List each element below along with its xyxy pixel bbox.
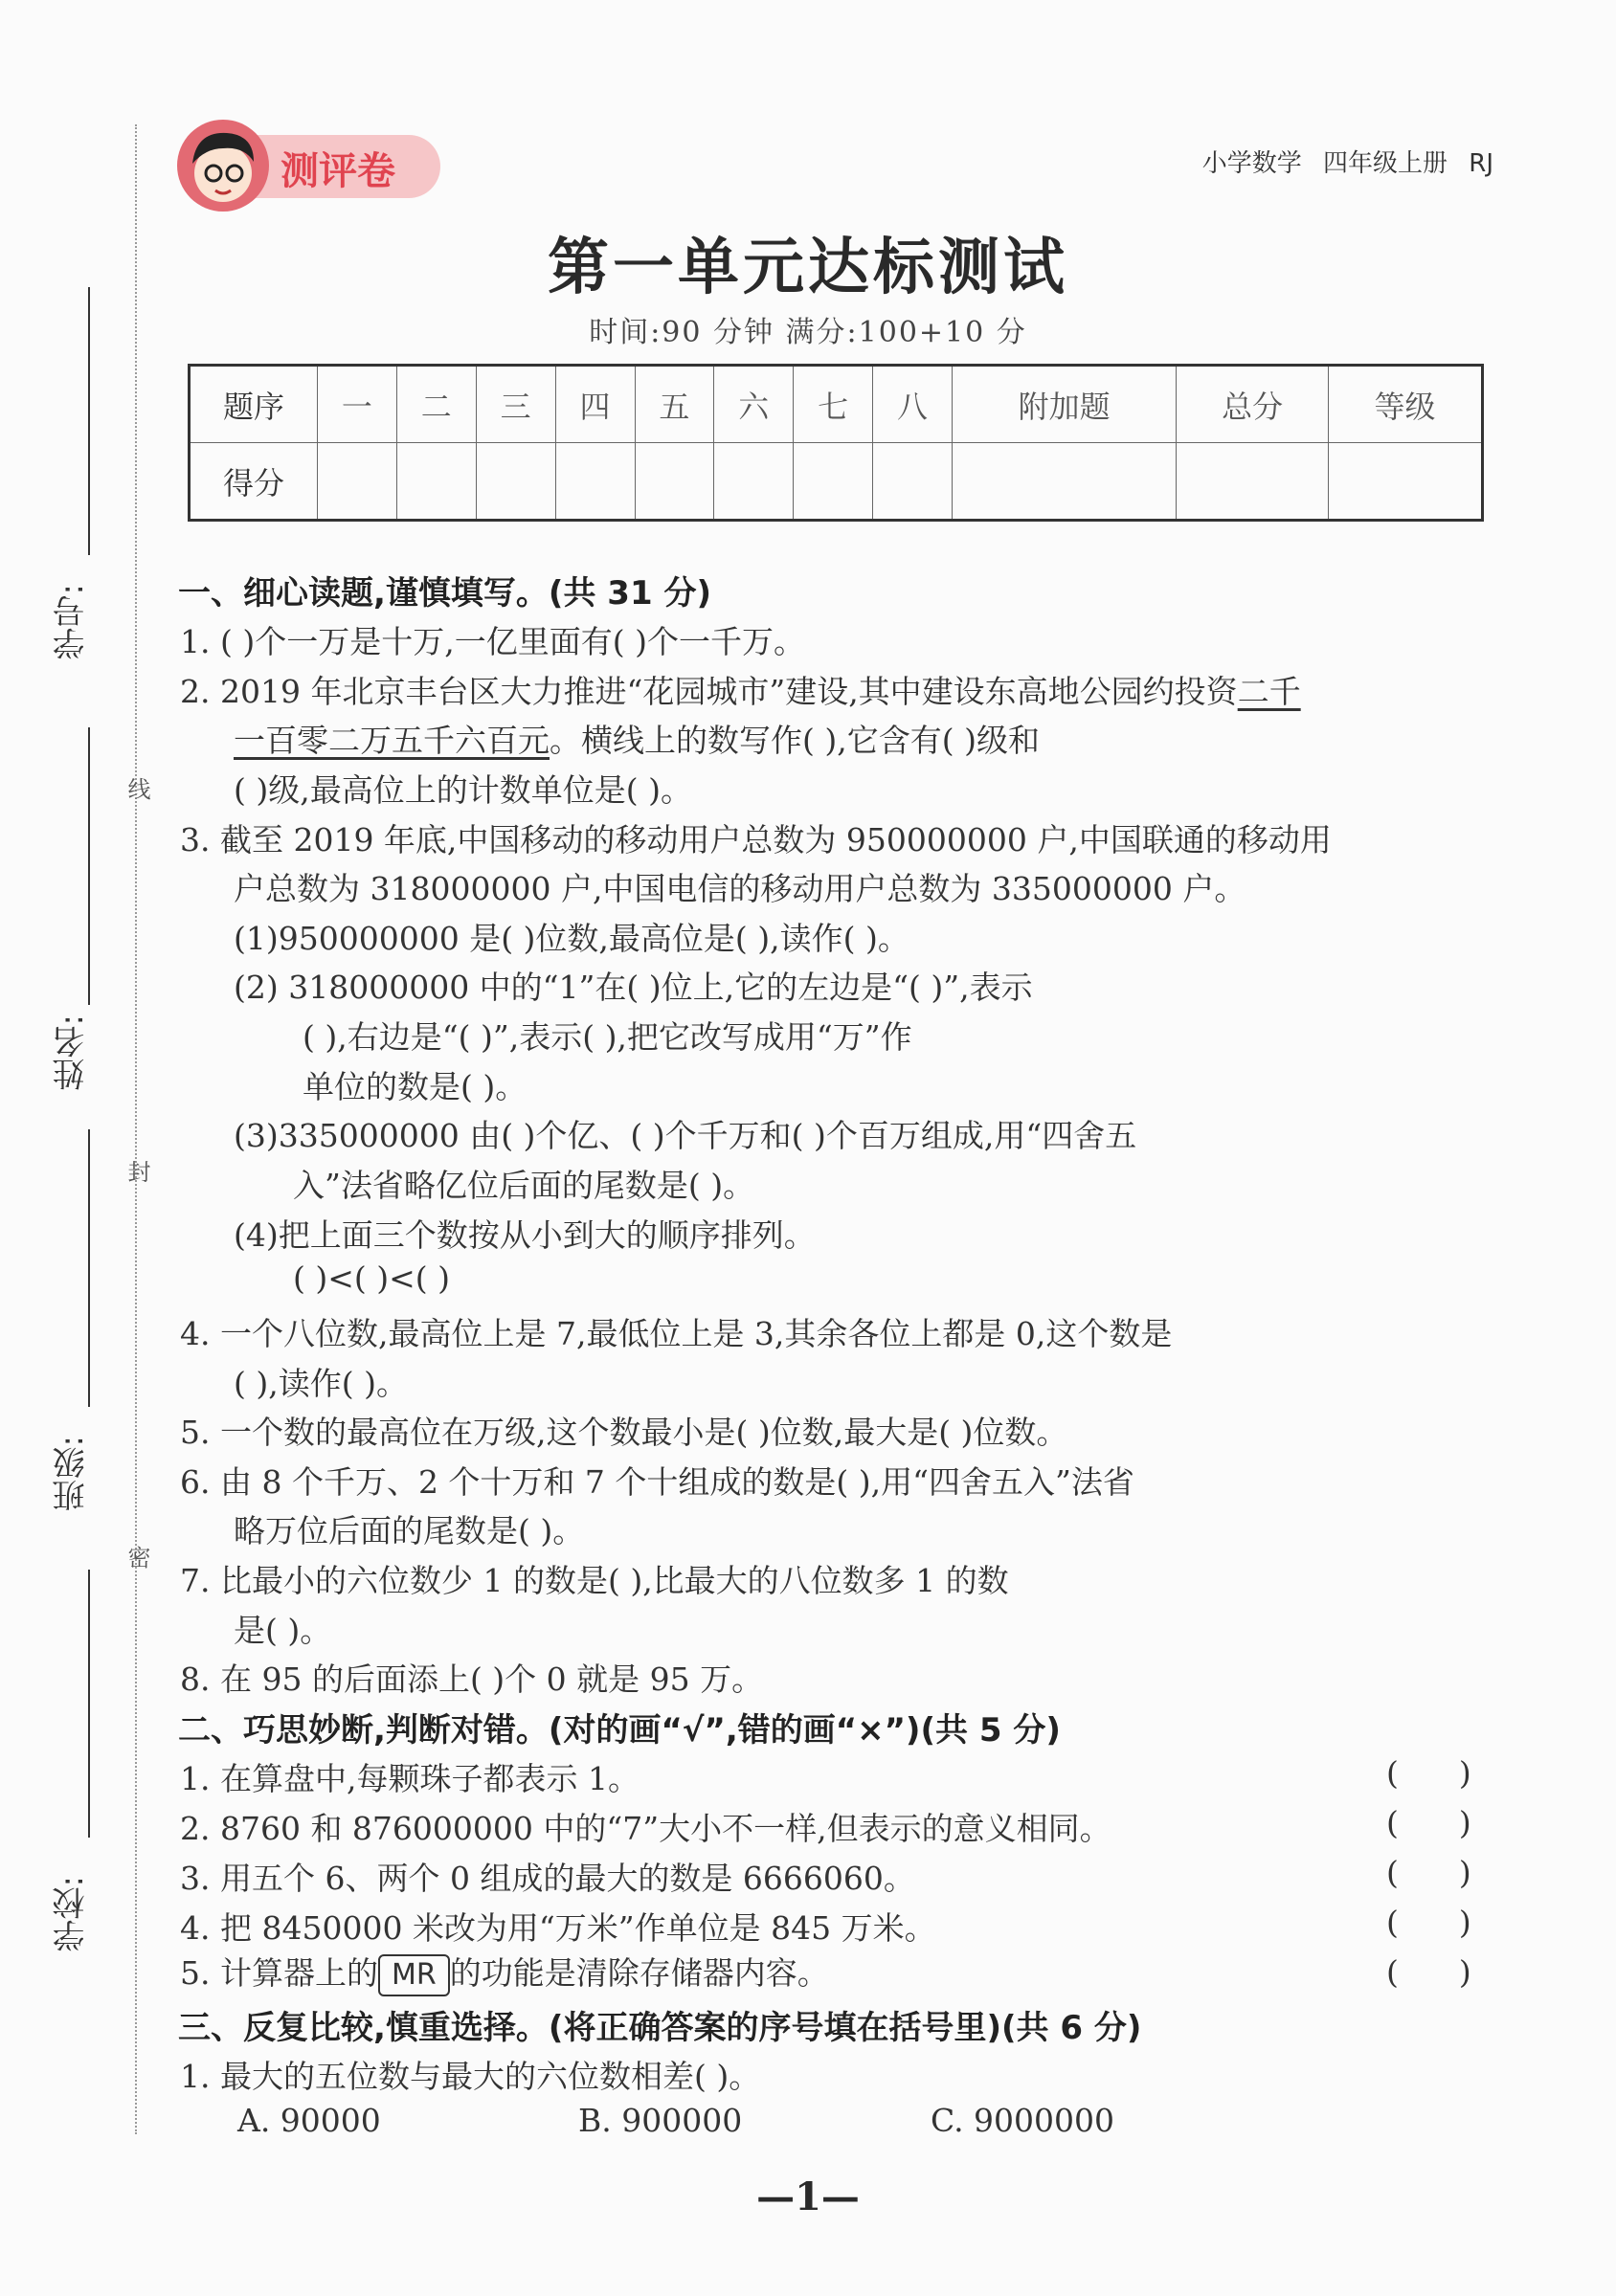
- question-text: 5. 计算器上的: [180, 1954, 378, 1992]
- answer-paren[interactable]: ( ): [1386, 1904, 1471, 1941]
- question-1-3-2-line1: (2) 318000000 中的“1”在( )位上,它的左边是“( )”,表示: [234, 969, 1033, 1006]
- binding-dotted-line: [135, 124, 137, 2134]
- underlined-number: 二千: [1237, 673, 1301, 710]
- question-1-3-4-line1: (4)把上面三个数按从小到大的顺序排列。: [234, 1216, 816, 1254]
- student-id-label: 学号:: [53, 584, 91, 660]
- answer-paren[interactable]: ( ): [1386, 1854, 1471, 1891]
- question-1-1: 1. ( )个一万是十万,一亿里面有( )个一千万。: [180, 623, 805, 660]
- question-1-3-2-line2: ( ),右边是“( )”,表示( ),把它改写成用“万”作: [303, 1018, 912, 1056]
- question-1-2-line3: ( )级,最高位上的计数单位是( )。: [234, 771, 692, 809]
- question-1-4-line1: 4. 一个八位数,最高位上是 7,最低位上是 3,其余各位上都是 0,这个数是: [180, 1315, 1173, 1352]
- table-cell: 等级: [1328, 366, 1482, 443]
- school-label: 学校:: [53, 1876, 91, 1952]
- option-b: B. 900000: [578, 2102, 743, 2139]
- section-2-title: 二、巧思妙断,判断对错。(对的画“√”,错的画“×”)(共 5 分): [178, 1711, 1061, 1750]
- question-1-4-line2: ( ),读作( )。: [234, 1365, 408, 1402]
- class-label: 班级:: [53, 1436, 91, 1512]
- time-score-info: 时间:90 分钟 满分:100+10 分: [589, 316, 1027, 349]
- table-cell: 七: [794, 366, 873, 443]
- binding-char-close: 密: [123, 1546, 150, 1569]
- score-table: [188, 364, 1484, 522]
- name-underline: [88, 727, 90, 1005]
- binding-char-line: 线: [123, 777, 150, 800]
- score-input-cell[interactable]: [635, 443, 714, 521]
- question-1-3-3-line1: (3)335000000 由( )个亿、( )个千万和( )个百万组成,用“四舍五: [234, 1117, 1137, 1154]
- score-input-cell[interactable]: [714, 443, 794, 521]
- question-text: 2. 2019 年北京丰台区大力推进“花园城市”建设,其中建设东高地公园约投资: [180, 673, 1238, 710]
- score-input-cell[interactable]: [953, 443, 1177, 521]
- mr-key-icon: MR: [378, 1954, 450, 1996]
- question-2-4: 4. 把 8450000 米改为用“万米”作单位是 845 万米。: [180, 1909, 936, 1947]
- question-1-6-line1: 6. 由 8 个千万、2 个十万和 7 个十组成的数是( ),用“四舍五入”法省: [180, 1463, 1134, 1501]
- answer-paren[interactable]: ( ): [1386, 1754, 1471, 1792]
- question-text: 的功能是清除存储器内容。: [449, 1954, 829, 1992]
- question-1-7-line2: 是( )。: [234, 1612, 332, 1649]
- question-1-3-line2: 户总数为 318000000 户,中国电信的移动用户总数为 335000000 户。: [234, 870, 1246, 907]
- option-a: A. 90000: [237, 2102, 381, 2139]
- question-1-3-line1: 3. 截至 2019 年底,中国移动的移动用户总数为 950000000 户,中国联通的移动用: [180, 821, 1332, 858]
- school-underline: [88, 1570, 90, 1838]
- table-cell: 三: [476, 366, 555, 443]
- answer-paren[interactable]: ( ): [1386, 1953, 1471, 1991]
- question-3-1: 1. 最大的五位数与最大的六位数相差( )。: [180, 2058, 761, 2095]
- test-badge: [177, 120, 445, 212]
- section-1-title: 一、细心读题,谨慎填写。(共 31 分): [178, 574, 711, 613]
- question-1-2-line1: [180, 667, 1301, 712]
- page-number: —1—: [756, 2174, 860, 2219]
- question-text: 。横线上的数写作( ),它含有( )级和: [550, 722, 1040, 759]
- table-cell: 题序: [190, 366, 318, 443]
- question-2-5: [180, 1949, 829, 1996]
- name-label: 姓名:: [53, 1014, 91, 1091]
- subject-info: 小学数学 四年级上册 RJ: [1201, 149, 1493, 178]
- question-1-5: 5. 一个数的最高位在万级,这个数最小是( )位数,最大是( )位数。: [180, 1414, 1068, 1451]
- table-cell: 二: [396, 366, 476, 443]
- table-cell: 五: [635, 366, 714, 443]
- score-input-cell[interactable]: [1177, 443, 1329, 521]
- table-cell: 附加题: [953, 366, 1177, 443]
- table-cell: 一: [318, 366, 397, 443]
- score-input-cell[interactable]: [555, 443, 635, 521]
- question-1-2-line2: [234, 716, 1040, 761]
- binding-char-seal: 封: [123, 1160, 150, 1183]
- question-1-3-2-line3: 单位的数是( )。: [303, 1068, 527, 1105]
- table-cell: 四: [555, 366, 635, 443]
- question-1-8: 8. 在 95 的后面添上( )个 0 就是 95 万。: [180, 1661, 764, 1698]
- score-input-cell[interactable]: [396, 443, 476, 521]
- score-input-cell[interactable]: [1328, 443, 1482, 521]
- question-1-3-4-line2: ( )<( )<( ): [293, 1259, 451, 1297]
- question-2-3: 3. 用五个 6、两个 0 组成的最大的数是 6666060。: [180, 1860, 915, 1897]
- table-cell: 得分: [190, 443, 318, 521]
- question-1-3-1: (1)950000000 是( )位数,最高位是( ),读作( )。: [234, 920, 909, 957]
- option-c: C. 9000000: [931, 2102, 1115, 2139]
- question-1-6-line2: 略万位后面的尾数是( )。: [234, 1512, 585, 1549]
- page-title: 第一单元达标测试: [548, 232, 1068, 303]
- cartoon-student-icon: [177, 120, 269, 212]
- score-input-cell[interactable]: [873, 443, 953, 521]
- badge-label: 测评卷: [281, 149, 395, 193]
- score-table-header-row: [190, 366, 1483, 443]
- answer-paren[interactable]: ( ): [1386, 1804, 1471, 1841]
- question-2-1: 1. 在算盘中,每颗珠子都表示 1。: [180, 1760, 640, 1797]
- score-table-score-row: [190, 443, 1483, 521]
- score-input-cell[interactable]: [794, 443, 873, 521]
- question-2-2: 2. 8760 和 876000000 中的“7”大小不一样,但表示的意义相同。: [180, 1810, 1111, 1847]
- question-1-7-line1: 7. 比最小的六位数少 1 的数是( ),比最大的八位数多 1 的数: [180, 1562, 1009, 1599]
- class-underline: [88, 1129, 90, 1407]
- underlined-number: 一百零二万五千六百元: [234, 722, 550, 759]
- section-3-title: 三、反复比较,慎重选择。(将正确答案的序号填在括号里)(共 6 分): [178, 2009, 1142, 2047]
- score-input-cell[interactable]: [318, 443, 397, 521]
- table-cell: 六: [714, 366, 794, 443]
- score-input-cell[interactable]: [476, 443, 555, 521]
- question-1-3-3-line2: 入”法省略亿位后面的尾数是( )。: [293, 1167, 755, 1204]
- table-cell: 八: [873, 366, 953, 443]
- table-cell: 总分: [1177, 366, 1329, 443]
